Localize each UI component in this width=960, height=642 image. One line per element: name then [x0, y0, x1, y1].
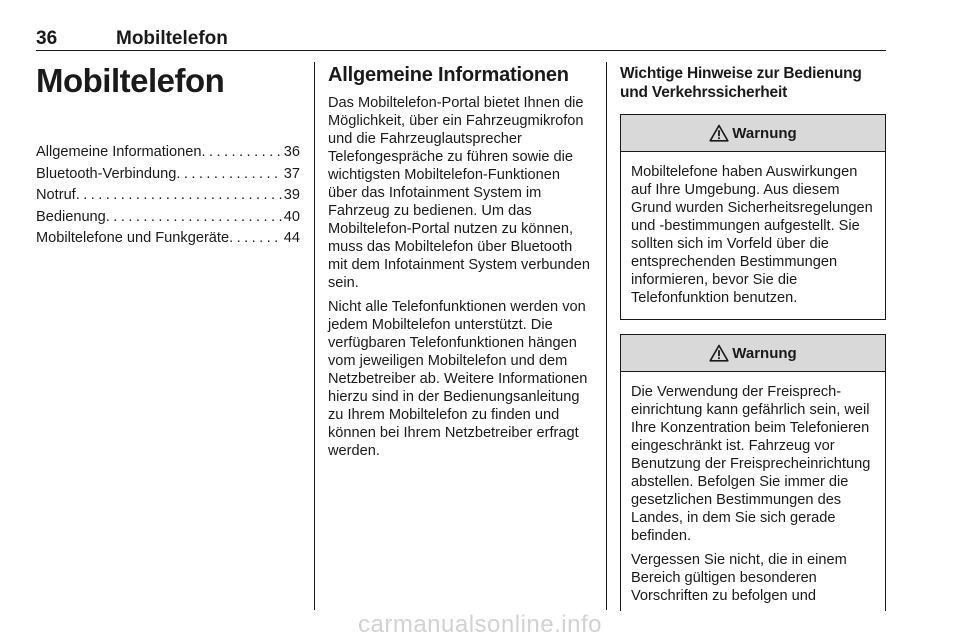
header-rule	[36, 50, 886, 51]
general-info-column	[328, 62, 590, 466]
toc-entry[interactable]	[36, 185, 300, 207]
warning-body	[621, 152, 885, 319]
chapter-title: Mobiltelefon	[36, 62, 225, 99]
warning-text: Vergessen Sie nicht, die in einem Bereich gültigen besonderen Vorschriften zu befolgen und	[631, 552, 847, 604]
toc-entry[interactable]	[36, 207, 300, 229]
toc-leader	[176, 164, 281, 186]
column-divider	[314, 62, 315, 610]
warning-header	[621, 335, 885, 372]
watermark	[0, 608, 960, 642]
safety-column	[620, 64, 886, 625]
warning-triangle-icon	[709, 124, 729, 142]
warning-triangle-icon	[709, 344, 729, 362]
toc-page: 44	[283, 230, 300, 247]
toc-page: 40	[283, 208, 300, 225]
warning-body	[621, 372, 885, 611]
toc-entry[interactable]	[36, 164, 300, 186]
subsection-heading: Wichtige Hinweise zur Bedienung und Verkehrssicherheit	[620, 65, 862, 101]
toc-entry[interactable]	[36, 228, 300, 250]
column-divider	[606, 62, 607, 610]
toc-leader	[202, 142, 282, 164]
toc-page: 36	[283, 144, 300, 160]
toc-page: 39	[283, 187, 300, 204]
toc-label: Allgemeine Informationen	[36, 144, 202, 160]
running-title: Mobiltelefon	[116, 28, 228, 49]
toc-column	[36, 62, 300, 250]
toc-leader	[76, 185, 282, 207]
watermark-text: carmanualsonline.info	[358, 611, 602, 638]
toc-leader	[106, 207, 282, 229]
table-of-contents	[36, 142, 300, 250]
body-paragraph: Das Mobiltelefon-Portal bietet Ihnen die Möglichkeit, über ein Fahrzeugmikrofon und die Fahrzeuglautsprecher Telefongespräche zu führen sowie die wichtigsten Mobiltelefon-Funktionen über das Infotainment System im Fahrzeug zu bedienen. Um das Mobiltelefon-Portal nutzen zu können, muss das Mobiltelefon über Bluetooth mit dem Infotainment System verbunden sein.	[328, 95, 591, 291]
toc-label: Bluetooth-Verbindung	[36, 165, 177, 182]
toc-label: Mobiltelefone und Funkgeräte	[36, 230, 230, 247]
warning-header	[621, 115, 885, 152]
toc-entry[interactable]	[36, 142, 300, 164]
page-header	[36, 28, 886, 50]
body-paragraph: Nicht alle Telefonfunktionen werden von jedem Mobiltelefon unterstützt. Die verfügbaren Telefonfunktionen hängen vom jeweiligen Mobiltelefon und dem Netzbetreiber ab. Weitere Informationen hierzu sind in der Bedienungsanleitung zu Ihrem Mobiltelefon zu finden und können bei Ihrem Netzbetreiber erfragt werden.	[328, 299, 588, 459]
toc-label: Notruf	[36, 187, 76, 204]
toc-leader	[229, 228, 282, 250]
warning-title: Warnung	[732, 344, 797, 362]
warning-title: Warnung	[732, 124, 797, 142]
warning-text: Mobiltelefone haben Auswirkungen auf Ihre Umgebung. Aus diesem Grund wurden Sicherheitsregelungen und -bestimmungen aufgestellt. Sie sollten sich im Vorfeld über die entsprechenden Bestimmungen informieren, bevor Sie die Telefonfunktion benutzen.	[631, 164, 873, 306]
warning-box	[620, 334, 886, 611]
toc-page: 37	[283, 165, 300, 182]
warning-text: Die Verwendung der Freisprecheinrichtung kann gefährlich sein, weil Ihre Konzentration beim Telefonieren eingeschränkt ist. Fahrzeug vor Benutzung der Freisprecheinrichtung abstellen. Befolgen Sie immer die gesetzlichen Bestimmungen des Landes, in dem Sie sich gerade befinden.	[631, 384, 871, 544]
toc-label: Bedienung	[36, 208, 106, 225]
section-heading: Allgemeine Informationen	[328, 64, 569, 86]
page-number: 36	[36, 28, 58, 49]
warning-box	[620, 114, 886, 320]
